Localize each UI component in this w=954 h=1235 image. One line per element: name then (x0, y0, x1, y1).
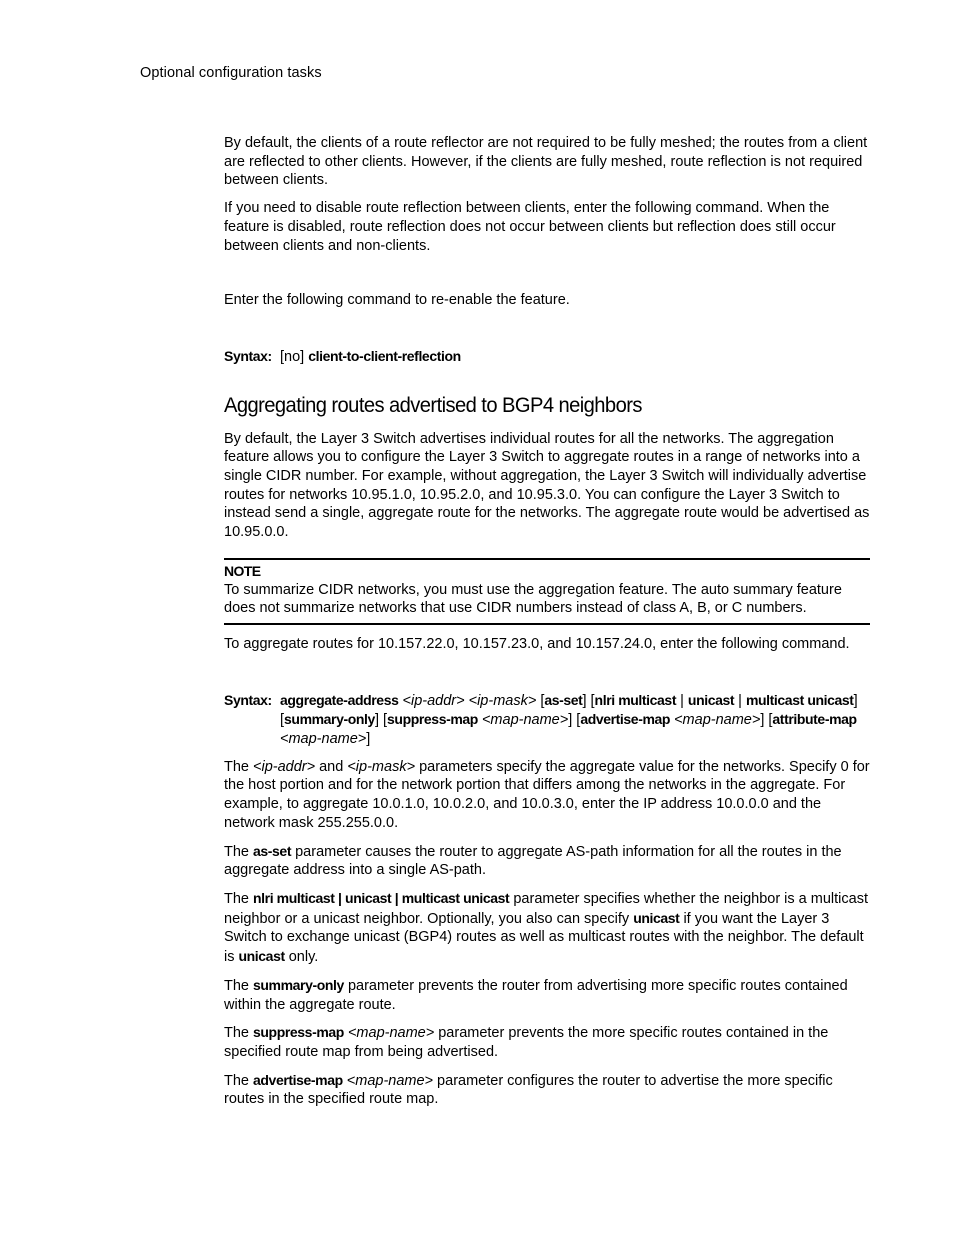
note-box (224, 558, 870, 625)
text-run: The (224, 1072, 254, 1089)
text-run: if you want the Layer 3 Switch to exchange unicast (BGP4) routes as well as multicast routes with the neighbor. The default is (224, 910, 864, 966)
intro-paragraph-3: Enter the following command to re-enable the feature. (224, 292, 570, 309)
param-argument: <map-name> (346, 1072, 434, 1089)
syntax-advertise-map-option: advertise-map (580, 711, 671, 728)
text-run: parameter specifies whether the neighbor is a multicast neighbor or a unicast neighbor. Optionally, you also can specify (224, 890, 868, 927)
section-paragraph: By default, the Layer 3 Switch advertises individual routes for all the networks. The aggregation feature allows you to configure the Layer 3 Switch to aggregate routes in a range of networks into a single CIDR number. For example, without aggregation, the Layer 3 Switch will individually advertise routes for networks 10.95.1.0, 10.95.2.0, and 10.95.3.0. You can configure the Layer 3 Switch to instead send a single, aggregate route for the networks. The aggregate route would be advertised as 10.95.0.0. (224, 430, 870, 541)
param-keyword: unicast (633, 909, 680, 926)
text-run: parameter configures the router to advertise the more specific routes in the specified route map. (224, 1072, 833, 1108)
text-run: The (224, 977, 254, 994)
section-heading: Aggregating routes advertised to BGP4 neighbors (224, 393, 642, 417)
page-section-header: Optional configuration tasks (140, 65, 322, 81)
text-run: The (224, 843, 254, 860)
syntax-suppress-map-option: suppress-map (387, 711, 478, 728)
syntax-map-name-arg: <map-name> (674, 712, 761, 729)
syntax-nlri-option: nlri multicast (594, 691, 677, 708)
text-run: parameters specify the aggregate value for the networks. Specify 0 for the host portion and for the network portion that differs among the networks in the aggregate. For example, to aggregate 10.0.1.0, 10.0.2.0, and 10.0.3.0, enter the IP address 10.0.0.0 and the network mask 255.255.0.0. (224, 758, 870, 831)
text-run: parameter prevents the more specific routes contained in the specified route map from being advertised. (224, 1025, 829, 1060)
text-run: The (224, 758, 254, 775)
text-run: parameter causes the router to aggregate AS-path information for all the routes in the aggregate address into a single AS-path. (224, 843, 842, 879)
note-text: To summarize CIDR networks, you must use the aggregation feature. The auto summary feature does not summarize networks that use CIDR numbers instead of class A, B, or C numbers. (224, 581, 842, 617)
param-ip-addr-mask (224, 758, 870, 833)
syntax-client-reflection (224, 347, 870, 367)
param-keyword: nlri multicast | unicast | multicast unicast (253, 889, 510, 906)
note-label: NOTE (224, 562, 261, 579)
text-run: The (224, 1025, 254, 1042)
param-keyword: advertise-map (253, 1071, 343, 1088)
syntax-unicast-option: unicast (687, 691, 735, 708)
intro-paragraph-2: If you need to disable route reflection between clients, enter the following command. When the feature is disabled, route reflection does not occur between clients but reflection does still occur between clients and non-clients. (224, 200, 836, 254)
syntax-body: aggregate-address <ip-addr> <ip-mask> [as-set] [nlri multicast | unicast | multicast unicast] [summary-only] [suppress-map <map-name>] [advertise-map <map-name>] [attribute-map <map-name>] (280, 691, 858, 748)
aggregate-intro-paragraph: To aggregate routes for 10.157.22.0, 10.157.23.0, and 10.157.24.0, enter the following command. (224, 635, 850, 652)
syntax-map-name-arg: <map-name> (481, 712, 569, 729)
param-keyword: as-set (253, 842, 292, 859)
text-run: parameter prevents the router from advertising more specific routes contained within the aggregate route. (224, 977, 848, 1013)
syntax-attribute-map-option: attribute-map (772, 711, 857, 728)
syntax-map-name-arg: <map-name> (280, 731, 367, 748)
param-keyword: suppress-map (253, 1024, 344, 1041)
syntax-separator: | (680, 692, 684, 709)
syntax-ip-addr-arg: <ip-addr> (402, 692, 465, 709)
param-argument: <map-name> (347, 1025, 435, 1042)
syntax-summary-only-option: summary-only (284, 711, 375, 728)
param-summary-only (224, 976, 870, 1014)
syntax-no-option: [no] (280, 348, 305, 365)
syntax-body (280, 347, 870, 367)
param-ip-addr: <ip-addr> (253, 758, 316, 775)
syntax-label: Syntax: (224, 347, 272, 364)
intro-paragraph-1: By default, the clients of a route reflector are not required to be fully meshed; the routes from a client are reflected to other clients. However, if the clients are fully meshed, route reflection is not required between clients. (224, 135, 868, 189)
syntax-command: client-to-client-reflection (308, 347, 461, 364)
syntax-multicast-unicast-option: multicast unicast (745, 691, 854, 708)
param-nlri (224, 889, 870, 967)
syntax-aggregate-address (224, 691, 870, 749)
param-advertise-map (224, 1071, 870, 1109)
syntax-separator: | (738, 692, 742, 709)
text-run: only. (284, 949, 319, 966)
syntax-ip-mask-arg: <ip-mask> (468, 692, 537, 709)
param-keyword: summary-only (253, 976, 344, 993)
document-body (224, 134, 870, 1109)
text-run: The (224, 890, 254, 907)
param-ip-mask: <ip-mask> (347, 758, 416, 775)
text-run: and (315, 758, 348, 775)
param-suppress-map (224, 1023, 870, 1061)
syntax-label: Syntax: (224, 691, 272, 708)
param-keyword: unicast (238, 948, 285, 965)
syntax-as-set-option: as-set (544, 691, 583, 708)
syntax-command: aggregate-address (280, 691, 399, 708)
param-as-set (224, 842, 870, 880)
